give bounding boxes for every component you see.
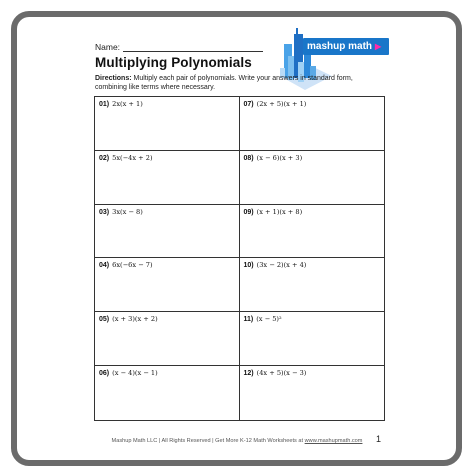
problem-cell [240,258,385,312]
directions-text: Multiply each pair of polynomials. Write your answers in standard form, combining like terms where necessary. [95,75,353,91]
problem-cell [95,151,240,205]
problem-number: 09) [243,208,254,216]
logo-badge [303,38,389,55]
footer [0,438,474,444]
problem-expression: (x − 4)(x − 1) [112,369,158,378]
problem-number: 05) [99,316,110,324]
problem-number: 04) [99,262,110,270]
problem-expression: (x − 6)(x + 3) [256,153,303,162]
page-number: 1 [376,434,382,444]
problem-cell [240,366,385,420]
problem-number: 08) [243,154,254,162]
worksheet-title: Multiplying Polynomials [95,55,252,70]
problem-expression: 6x(−6x − 7) [112,261,153,270]
problem-cell [240,151,385,205]
problem-cell [95,366,240,420]
problem-cell [240,97,385,151]
problem-number: 07) [243,101,254,108]
problem-expression: (x − 5)² [256,315,282,324]
problem-number: 06) [99,370,110,378]
problem-expression: (x + 3)(x + 2) [112,315,158,324]
problem-cell [95,205,240,259]
footer-text: Mashup Math LLC | All Rights Reserved | Get More K-12 Math Worksheets at [111,438,305,444]
directions [95,75,385,92]
problem-expression: (4x + 5)(x − 3) [256,369,307,378]
problems-grid [94,96,385,421]
problem-expression: 2x(x + 1) [112,100,143,108]
problem-cell [95,97,240,151]
name-label: Name: [95,42,121,52]
problem-expression: 3x(x − 8) [112,207,143,216]
problem-number: 03) [99,208,110,216]
problem-cell [240,205,385,259]
logo-text: mashup math [307,41,373,52]
problem-number: 10) [243,262,254,270]
problem-expression: (x + 1)(x + 8) [256,207,303,216]
problem-number: 01) [99,101,110,108]
problem-number: 12) [243,370,254,378]
play-icon: ▶ [375,42,382,51]
problem-expression: 5x(−4x + 2) [112,153,153,162]
problem-expression: (2x + 5)(x + 1) [256,100,307,108]
problem-number: 02) [99,154,110,162]
problem-cell [240,312,385,366]
name-field [95,42,263,52]
footer-link[interactable]: www.mashupmath.com [304,438,363,444]
problem-expression: (3x − 2)(x + 4) [256,261,307,270]
problem-number: 11) [243,316,254,324]
name-line [123,43,263,52]
problem-cell [95,312,240,366]
directions-label: Directions: [95,75,132,82]
problem-cell [95,258,240,312]
